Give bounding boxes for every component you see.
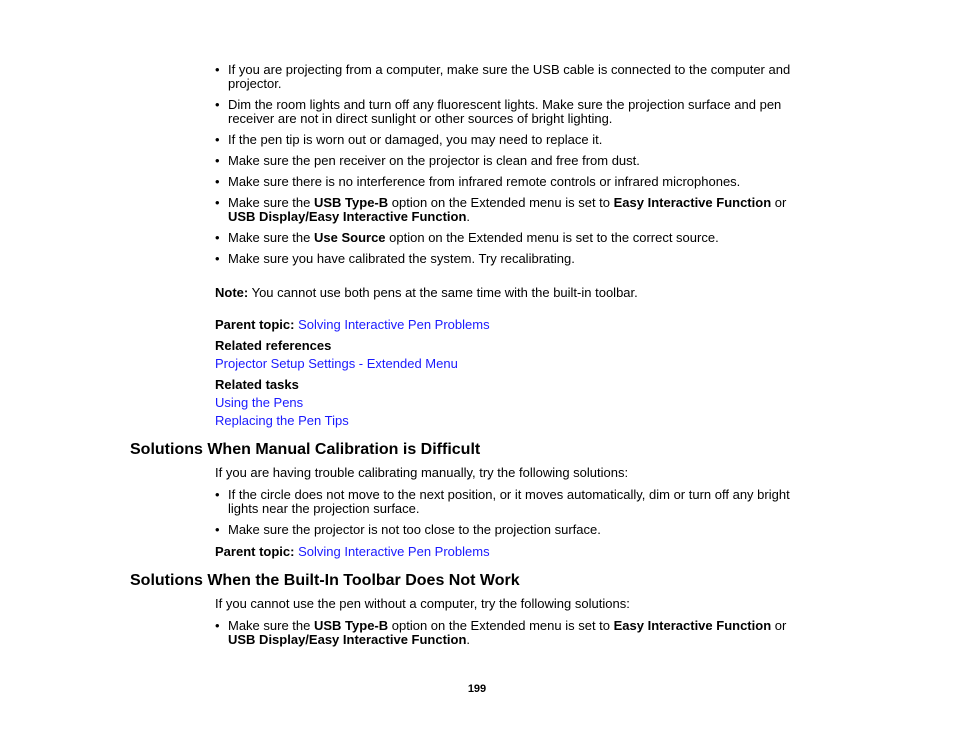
section2-intro: If you cannot use the pen without a computer, try the following solutions:: [215, 596, 630, 611]
bullet-bold-text: Use Source: [314, 230, 386, 245]
bullet-marker: •: [215, 132, 220, 147]
bullet-text: Dim the room lights and turn off any fluorescent lights. Make sure the projection surface and pen receiver are not in direct sunlight or other sources of bright lighting.: [228, 97, 782, 126]
bullet-marker: •: [215, 618, 220, 633]
bullet-marker: •: [215, 153, 220, 168]
bullet-item: [215, 488, 805, 516]
bullet-marker: •: [215, 230, 220, 245]
bullet-item: [215, 154, 805, 168]
note: [215, 286, 638, 300]
bullet-marker: •: [215, 522, 220, 537]
related-task-link-using-pens[interactable]: Using the Pens: [215, 395, 304, 410]
bullet-bold-text: USB Type-B: [314, 195, 389, 210]
bullet-text: or: [771, 618, 787, 633]
bullet-bold-text: USB Display/Easy Interactive Function: [228, 632, 467, 647]
bullet-item: [215, 63, 805, 91]
bullet-item: [215, 98, 805, 126]
bullet-text: .: [466, 632, 471, 647]
bullet-marker: •: [215, 251, 220, 266]
bullet-marker: •: [215, 97, 220, 112]
bullet-marker: •: [215, 195, 220, 210]
parent-topic-link[interactable]: Solving Interactive Pen Problems: [298, 317, 490, 332]
bullet-text: If you are projecting from a computer, make sure the USB cable is connected to the computer and projector.: [228, 62, 791, 91]
bullet-text: If the circle does not move to the next position, or it moves automatically, dim or turn off any bright lights near the projection surface.: [228, 487, 790, 516]
parent-topic-link[interactable]: Solving Interactive Pen Problems: [298, 544, 490, 559]
bullet-bold-text: USB Type-B: [314, 618, 389, 633]
bullet-marker: •: [215, 487, 220, 502]
calibration-bullet-list: [215, 488, 805, 537]
troubleshooting-bullet-list: [215, 63, 805, 266]
note-text: You cannot use both pens at the same time with the built-in toolbar.: [248, 285, 638, 300]
parent-topic-label: Parent topic:: [215, 317, 295, 332]
parent-topic-label: Parent topic:: [215, 544, 295, 559]
section1-intro: If you are having trouble calibrating manually, try the following solutions:: [215, 465, 629, 480]
bullet-text: Make sure the: [228, 230, 314, 245]
bullet-text: option on the Extended menu is set to: [388, 618, 614, 633]
related-tasks-label: Related tasks: [215, 377, 299, 392]
related-task-link-replacing-tips[interactable]: Replacing the Pen Tips: [215, 413, 349, 428]
bullet-text: Make sure the: [228, 195, 314, 210]
parent-topic: [215, 318, 490, 332]
bullet-text: Make sure the pen receiver on the projector is clean and free from dust.: [228, 153, 640, 168]
note-label: Note:: [215, 285, 249, 300]
bullet-text: If the pen tip is worn out or damaged, you may need to replace it.: [228, 132, 603, 147]
bullet-item: [215, 133, 805, 147]
bullet-text: Make sure the: [228, 618, 314, 633]
bullet-bold-text: USB Display/Easy Interactive Function: [228, 209, 467, 224]
bullet-marker: •: [215, 62, 220, 77]
bullet-text: Make sure you have calibrated the system. Try recalibrating.: [228, 251, 575, 266]
bullet-text: option on the Extended menu is set to the correct source.: [385, 230, 719, 245]
related-references-label: Related references: [215, 338, 332, 353]
bullet-text: Make sure there is no interference from infrared remote controls or infrared microphones.: [228, 174, 741, 189]
bullet-item: [215, 252, 805, 266]
bullet-text: Make sure the projector is not too close to the projection surface.: [228, 522, 601, 537]
bullet-item: [215, 523, 805, 537]
bullet-item: [215, 231, 805, 245]
bullet-marker: •: [215, 174, 220, 189]
section1-parent-topic: [215, 545, 490, 559]
bullet-item: [215, 619, 805, 647]
toolbar-bullet-list: [215, 619, 805, 647]
bullet-text: .: [466, 209, 471, 224]
bullet-item: [215, 196, 805, 224]
bullet-text: or: [771, 195, 787, 210]
bullet-text: option on the Extended menu is set to: [388, 195, 614, 210]
page-number: 199: [467, 683, 487, 695]
bullet-item: [215, 175, 805, 189]
section-heading-toolbar: Solutions When the Built-In Toolbar Does Not Work: [130, 572, 520, 589]
bullet-bold-text: Easy Interactive Function: [613, 618, 772, 633]
related-reference-link[interactable]: Projector Setup Settings - Extended Menu: [215, 356, 458, 371]
bullet-bold-text: Easy Interactive Function: [613, 195, 772, 210]
section-heading-manual-calibration: Solutions When Manual Calibration is Difficult: [130, 441, 481, 458]
